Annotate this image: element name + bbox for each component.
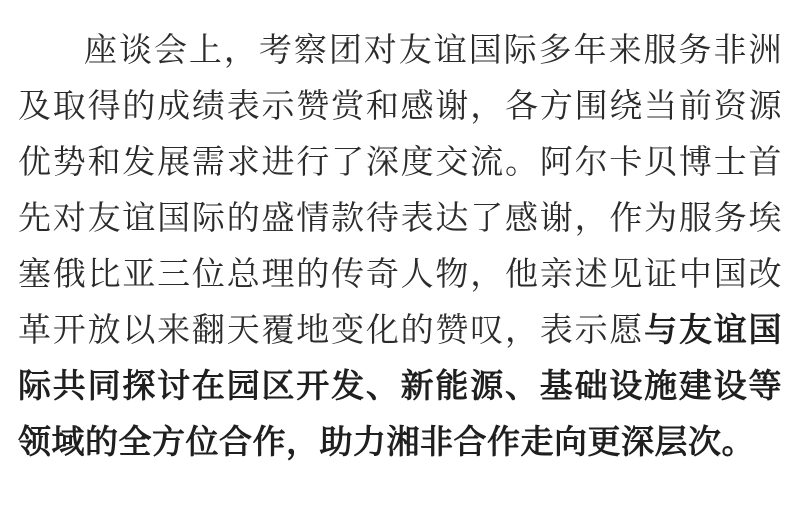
paragraph-run-normal: 座谈会上，考察团对友谊国际多年来服务非洲及取得的成绩表示赞赏和感谢，各方围绕当前资源优势和发展需求进行了深度交流。阿尔卡贝博士首先对友谊国际的盛情款待表达了感谢，作为服务埃塞俄比亚三位总理的传奇人物，他亲述见证中国改革开放以来翻天覆地变化的赞叹，表示愿 [18, 30, 782, 349]
paragraph [18, 22, 782, 470]
paragraph-run-bold: 与友谊国际共同探讨在园区开发、新能源、基础设施建设等领域的全方位合作，助力湘非合作走向更深层次。 [18, 310, 783, 461]
article-body [18, 22, 782, 470]
